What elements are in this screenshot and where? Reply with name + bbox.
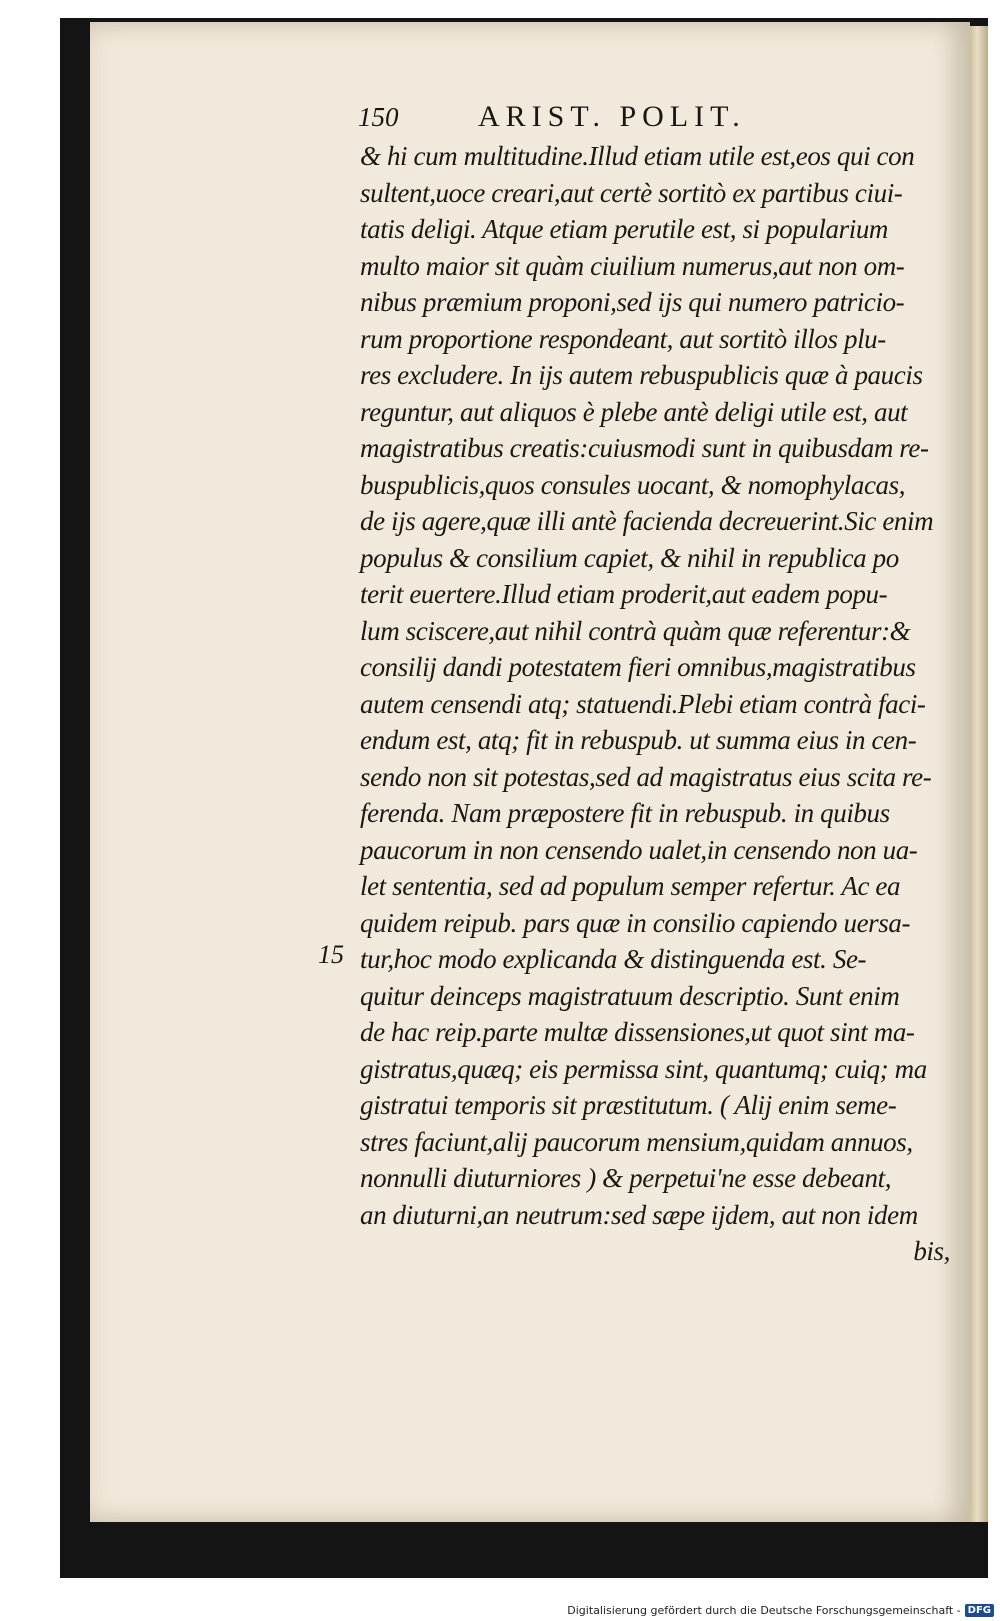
text-line: paucorum in non censendo ualet,in censendo non ua- xyxy=(360,834,918,865)
text-line: tatis deligi. Atque etiam perutile est, si popularium xyxy=(360,214,889,244)
text-line: magistratibus creatis:cuiusmodi sunt in quibusdam re- xyxy=(360,433,929,463)
text-block xyxy=(360,138,960,1270)
text-line: quitur deinceps magistratuum descriptio. Sunt enim xyxy=(360,980,900,1011)
text-line: stres faciunt,alij paucorum mensium,quidam annuos, xyxy=(360,1126,913,1157)
text-line: multo maior sit quàm ciuilium numerus,aut non om- xyxy=(360,250,905,281)
margin-line-number: 15 xyxy=(318,940,344,969)
text-line: gistratui temporis sit præstitutum. ( Alij enim seme- xyxy=(360,1090,897,1120)
text-line: & hi cum multitudine.Illud etiam utile est,eos qui con xyxy=(360,141,915,171)
text-line: res excludere. In ijs autem rebuspublicis quæ à paucis xyxy=(360,360,923,390)
text-line: gistratus,quæq; eis permissa sint, quantumq; cuiq; ma xyxy=(360,1053,927,1084)
text-line: rum proportione respondeant, aut sortitò illos plu- xyxy=(360,323,886,354)
running-title: ARIST. POLIT. xyxy=(478,100,746,133)
footer-credit xyxy=(567,1604,994,1617)
text-line: de ijs agere,quæ illi antè facienda decreuerint.Sic enim xyxy=(360,506,934,536)
text-line: autem censendi atq; statuendi.Plebi etiam contrà faci- xyxy=(360,688,926,719)
text-line: buspublicis,quos consules uocant, & nomophylacas, xyxy=(360,469,906,500)
text-line: terit euertere.Illud etiam proderit,aut eadem popu- xyxy=(360,579,888,609)
text-line: reguntur, aut aliquos è plebe antè deligi utile est, aut xyxy=(360,396,908,427)
page-edge xyxy=(970,26,988,1522)
text-line: an diuturni,an neutrum:sed sæpe ijdem, aut non idem xyxy=(360,1199,918,1230)
text-line: sultent,uoce creari,aut certè sortitò ex partibus ciui- xyxy=(360,177,903,208)
text-line: de hac reip.parte multæ dissensiones,ut quot sint ma- xyxy=(360,1017,915,1047)
text-line: consilij dandi potestatem fieri omnibus,magistratibus xyxy=(360,652,916,682)
catchword: bis, xyxy=(913,1236,950,1266)
footer-text: Digitalisierung gefördert durch die Deutsche Forschungsgemeinschaft - xyxy=(567,1604,961,1617)
dfg-logo-icon: DFG xyxy=(965,1604,994,1617)
folio-number: 150 xyxy=(358,102,399,132)
text-line: tur,hoc modo explicanda & distinguenda est. Se- xyxy=(360,944,867,974)
text-line: endum est, atq; fit in rebuspub. ut summa eius in cen- xyxy=(360,725,917,755)
text-line: lum sciscere,aut nihil contrà quàm quæ referentur:& xyxy=(360,615,911,646)
text-line: quidem reipub. pars quæ in consilio capiendo uersa- xyxy=(360,907,911,938)
text-line: nonnulli diuturniores ) & perpetui'ne esse debeant, xyxy=(360,1163,892,1193)
text-line: sendo non sit potestas,sed ad magistratus eius scita re- xyxy=(360,761,932,792)
page-header xyxy=(358,100,788,136)
text-line: ferenda. Nam præpostere fit in rebuspub. in quibus xyxy=(360,798,890,828)
text-line: populus & consilium capiet, & nihil in republica po xyxy=(360,542,899,573)
text-line: nibus præmium proponi,sed ijs qui numero patricio- xyxy=(360,287,905,317)
text-line: let sententia, sed ad populum semper refertur. Ac ea xyxy=(360,871,901,901)
